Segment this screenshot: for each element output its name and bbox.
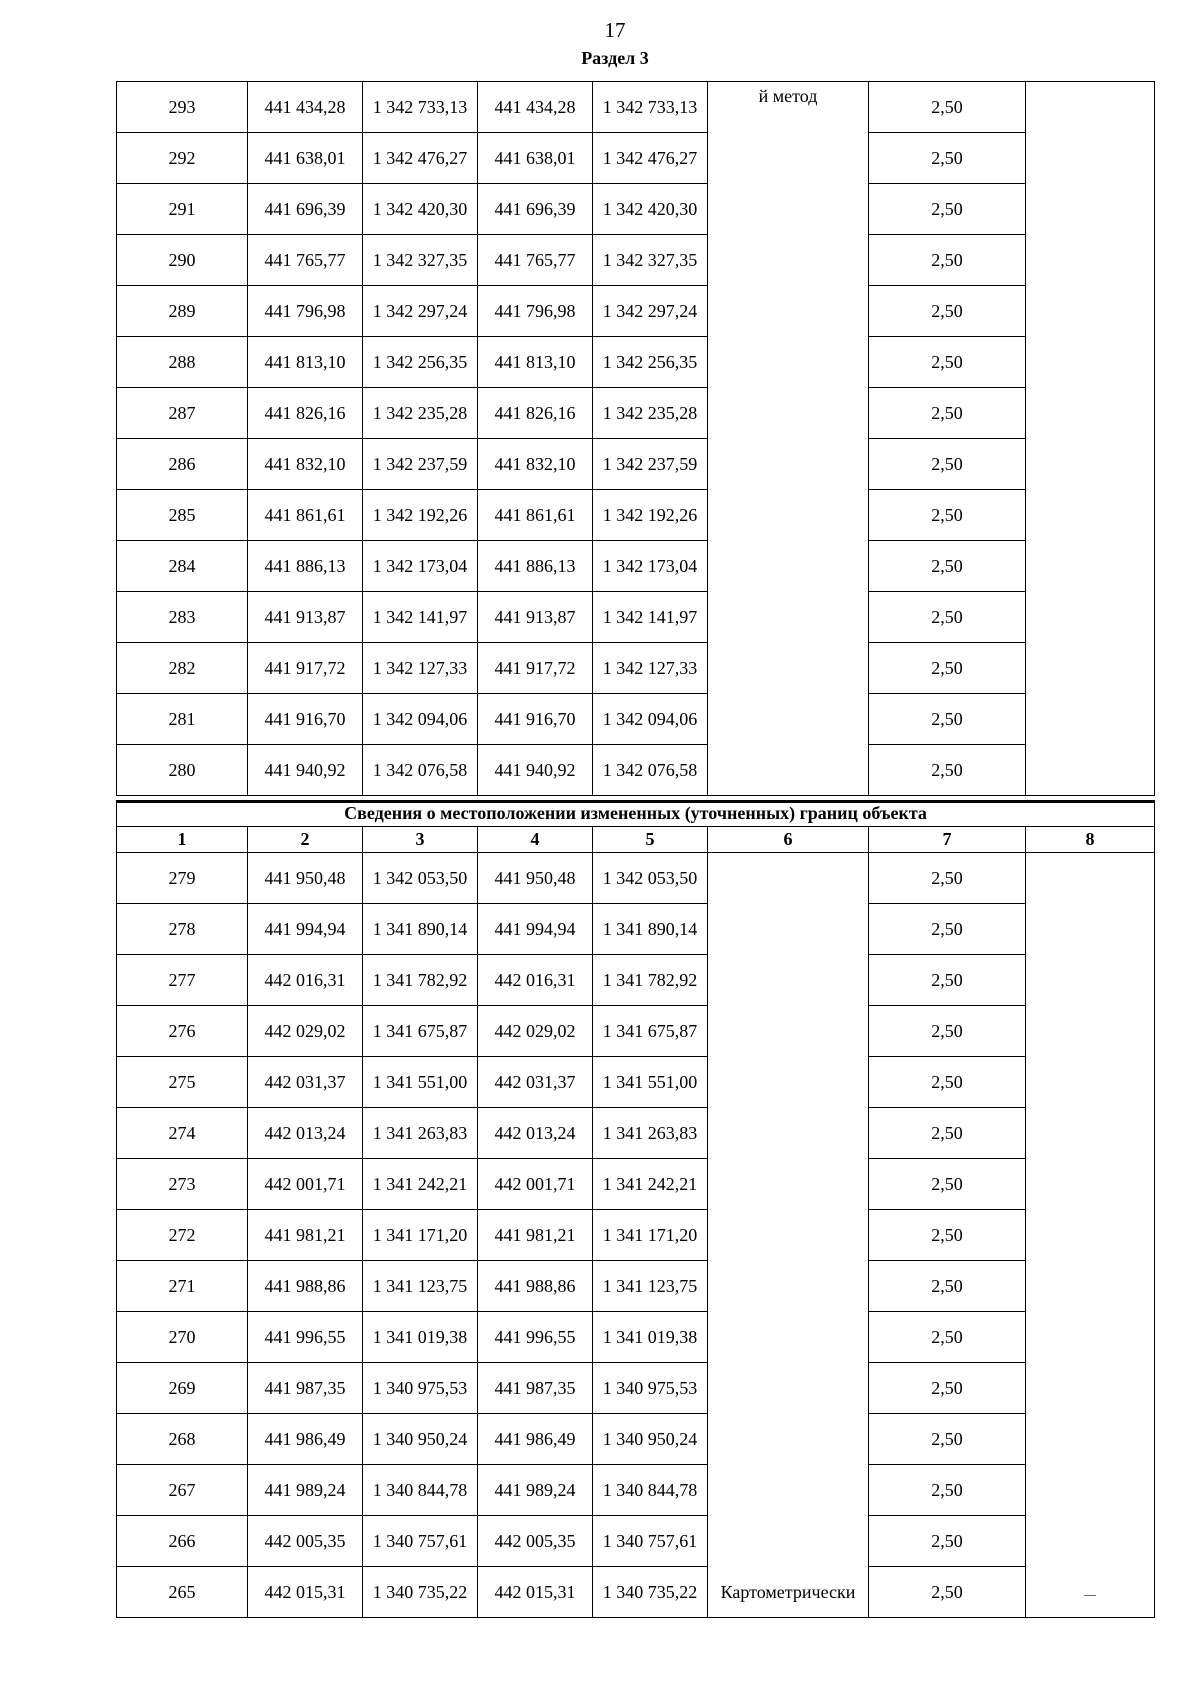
table-cell: 1 342 076,58 xyxy=(363,745,478,796)
table-cell: 280 xyxy=(117,745,248,796)
accuracy-cell: 2,50 xyxy=(869,1312,1026,1363)
table-row xyxy=(117,388,1155,439)
table-cell: 1 341 242,21 xyxy=(593,1159,708,1210)
accuracy-cell: 2,50 xyxy=(869,1210,1026,1261)
table-cell: 1 341 782,92 xyxy=(593,955,708,1006)
table-row xyxy=(117,643,1155,694)
table-cell: 267 xyxy=(117,1465,248,1516)
accuracy-cell: 2,50 xyxy=(869,643,1026,694)
table-cell: 287 xyxy=(117,388,248,439)
table-cell: 441 913,87 xyxy=(478,592,593,643)
table-cell: 268 xyxy=(117,1414,248,1465)
table-cell: 1 342 420,30 xyxy=(363,184,478,235)
column-number: 2 xyxy=(248,827,363,853)
table-cell: 1 341 782,92 xyxy=(363,955,478,1006)
table-cell: 441 826,16 xyxy=(248,388,363,439)
table-cell: 1 342 256,35 xyxy=(593,337,708,388)
table-cell: 265 xyxy=(117,1567,248,1618)
table-cell: 441 796,98 xyxy=(478,286,593,337)
table-cell: 441 916,70 xyxy=(248,694,363,745)
table-row xyxy=(117,694,1155,745)
table-cell: 1 342 127,33 xyxy=(363,643,478,694)
table-cell: 1 342 173,04 xyxy=(593,541,708,592)
table-cell: 289 xyxy=(117,286,248,337)
table-row xyxy=(117,1006,1155,1057)
table-cell: 442 031,37 xyxy=(478,1057,593,1108)
accuracy-cell: 2,50 xyxy=(869,490,1026,541)
table-cell: 276 xyxy=(117,1006,248,1057)
table-cell: 441 950,48 xyxy=(248,853,363,904)
table-cell: 442 029,02 xyxy=(248,1006,363,1057)
table-cell: 281 xyxy=(117,694,248,745)
table-cell: 441 940,92 xyxy=(248,745,363,796)
table-cell: 441 988,86 xyxy=(248,1261,363,1312)
table-cell: 441 696,39 xyxy=(248,184,363,235)
table-cell: 441 917,72 xyxy=(478,643,593,694)
table-cell: 441 950,48 xyxy=(478,853,593,904)
table-cell: 1 342 094,06 xyxy=(593,694,708,745)
table-cell: 441 826,16 xyxy=(478,388,593,439)
table-cell: 1 342 127,33 xyxy=(593,643,708,694)
table-cell: 441 987,35 xyxy=(248,1363,363,1414)
table-cell: 1 341 171,20 xyxy=(593,1210,708,1261)
table-cell: 441 638,01 xyxy=(248,133,363,184)
accuracy-cell: 2,50 xyxy=(869,592,1026,643)
table-cell: 286 xyxy=(117,439,248,490)
table-cell: 1 341 263,83 xyxy=(363,1108,478,1159)
table-cell: 441 940,92 xyxy=(478,745,593,796)
table-cell: 442 031,37 xyxy=(248,1057,363,1108)
table-cell: 1 342 297,24 xyxy=(363,286,478,337)
table-cell: 441 765,77 xyxy=(478,235,593,286)
table-body xyxy=(117,82,1155,796)
table-row xyxy=(117,82,1155,133)
table-cell: 441 989,24 xyxy=(248,1465,363,1516)
table-cell: 1 340 844,78 xyxy=(593,1465,708,1516)
table-cell: 441 994,94 xyxy=(248,904,363,955)
table-cell: 441 813,10 xyxy=(478,337,593,388)
column-number: 1 xyxy=(117,827,248,853)
table-row xyxy=(117,1261,1155,1312)
accuracy-cell: 2,50 xyxy=(869,1159,1026,1210)
table-cell: 1 342 420,30 xyxy=(593,184,708,235)
table-cell: 1 342 141,97 xyxy=(363,592,478,643)
column-number: 4 xyxy=(478,827,593,853)
table-cell: 285 xyxy=(117,490,248,541)
table-cell: 1 341 551,00 xyxy=(593,1057,708,1108)
table-cell: 1 342 733,13 xyxy=(363,82,478,133)
table-cell: 441 986,49 xyxy=(478,1414,593,1465)
table-cell: 278 xyxy=(117,904,248,955)
table-cell: 1 342 235,28 xyxy=(593,388,708,439)
table-cell: 277 xyxy=(117,955,248,1006)
column-number: 8 xyxy=(1026,827,1155,853)
table-cell: 1 342 237,59 xyxy=(363,439,478,490)
table-cell: 1 341 890,14 xyxy=(363,904,478,955)
table-cell: 283 xyxy=(117,592,248,643)
table-cell: 442 013,24 xyxy=(478,1108,593,1159)
table-cell: 271 xyxy=(117,1261,248,1312)
table-cell: 1 342 733,13 xyxy=(593,82,708,133)
column-number: 7 xyxy=(869,827,1026,853)
table-cell: 442 005,35 xyxy=(478,1516,593,1567)
table-body xyxy=(117,801,1155,1618)
accuracy-cell: 2,50 xyxy=(869,904,1026,955)
table-cell: 1 340 950,24 xyxy=(593,1414,708,1465)
table-cell: 441 987,35 xyxy=(478,1363,593,1414)
table-cell: 272 xyxy=(117,1210,248,1261)
table-cell: 441 981,21 xyxy=(248,1210,363,1261)
table-row xyxy=(117,439,1155,490)
table-cell: 1 342 327,35 xyxy=(593,235,708,286)
table-cell: 1 341 890,14 xyxy=(593,904,708,955)
table-cell: 1 342 173,04 xyxy=(363,541,478,592)
table-cell: 291 xyxy=(117,184,248,235)
table-row xyxy=(117,1363,1155,1414)
table-cell: 441 696,39 xyxy=(478,184,593,235)
table-cell: 442 005,35 xyxy=(248,1516,363,1567)
table-cell: 1 340 844,78 xyxy=(363,1465,478,1516)
table-cell: 1 342 192,26 xyxy=(363,490,478,541)
table-cell: 1 342 192,26 xyxy=(593,490,708,541)
table-cell: 1 341 675,87 xyxy=(363,1006,478,1057)
accuracy-cell: 2,50 xyxy=(869,1567,1026,1618)
table-cell: 441 994,94 xyxy=(478,904,593,955)
coordinates-table-continued xyxy=(116,81,1155,796)
table-cell: 441 796,98 xyxy=(248,286,363,337)
table-row xyxy=(117,541,1155,592)
table-cell: 292 xyxy=(117,133,248,184)
table-cell: 1 341 123,75 xyxy=(593,1261,708,1312)
accuracy-cell: 2,50 xyxy=(869,1414,1026,1465)
column-number: 3 xyxy=(363,827,478,853)
table-cell: 441 434,28 xyxy=(248,82,363,133)
table-cell: 1 342 053,50 xyxy=(593,853,708,904)
table-cell: 290 xyxy=(117,235,248,286)
table-cell: 441 996,55 xyxy=(248,1312,363,1363)
table-cell: 441 813,10 xyxy=(248,337,363,388)
table-row xyxy=(117,1516,1155,1567)
column-number: 6 xyxy=(708,827,869,853)
table-cell: 275 xyxy=(117,1057,248,1108)
accuracy-cell: 2,50 xyxy=(869,286,1026,337)
column-number: 5 xyxy=(593,827,708,853)
table-cell: 1 340 950,24 xyxy=(363,1414,478,1465)
table-cell: 1 342 476,27 xyxy=(363,133,478,184)
table-cell: 441 916,70 xyxy=(478,694,593,745)
table-cell: 1 342 476,27 xyxy=(593,133,708,184)
changed-boundaries-table xyxy=(116,800,1155,1618)
table-row xyxy=(117,1465,1155,1516)
table-row xyxy=(117,1210,1155,1261)
section-title: Раздел 3 xyxy=(581,48,649,68)
table-cell: 442 016,31 xyxy=(478,955,593,1006)
table-cell: 1 341 019,38 xyxy=(593,1312,708,1363)
table-cell: 1 341 171,20 xyxy=(363,1210,478,1261)
table-cell: 1 341 675,87 xyxy=(593,1006,708,1057)
table-cell: 288 xyxy=(117,337,248,388)
table-cell: 442 015,31 xyxy=(478,1567,593,1618)
table-cell: 441 913,87 xyxy=(248,592,363,643)
method-cell: й метод xyxy=(708,82,869,796)
table-cell: 441 861,61 xyxy=(478,490,593,541)
notes-cell xyxy=(1026,853,1155,1618)
table-cell: 1 341 242,21 xyxy=(363,1159,478,1210)
accuracy-cell: 2,50 xyxy=(869,853,1026,904)
method-cell: Картометрически xyxy=(708,853,869,1618)
accuracy-cell: 2,50 xyxy=(869,133,1026,184)
table-cell: 441 989,24 xyxy=(478,1465,593,1516)
table-cell: 1 342 141,97 xyxy=(593,592,708,643)
table-row xyxy=(117,490,1155,541)
table-cell: 442 001,71 xyxy=(248,1159,363,1210)
table-cell: 441 832,10 xyxy=(248,439,363,490)
table-cell: 442 029,02 xyxy=(478,1006,593,1057)
table-cell: 441 917,72 xyxy=(248,643,363,694)
table-row xyxy=(117,337,1155,388)
table-row xyxy=(117,184,1155,235)
table-cell: 1 342 076,58 xyxy=(593,745,708,796)
table-row xyxy=(117,904,1155,955)
table-cell: 1 340 757,61 xyxy=(363,1516,478,1567)
table-cell: 1 340 735,22 xyxy=(363,1567,478,1618)
table-cell: 441 832,10 xyxy=(478,439,593,490)
table-cell: 442 015,31 xyxy=(248,1567,363,1618)
table-cell: 442 001,71 xyxy=(478,1159,593,1210)
table-cell: 441 886,13 xyxy=(248,541,363,592)
accuracy-cell: 2,50 xyxy=(869,1261,1026,1312)
accuracy-cell: 2,50 xyxy=(869,1108,1026,1159)
table-row xyxy=(117,592,1155,643)
table-cell: 441 861,61 xyxy=(248,490,363,541)
table-cell: 269 xyxy=(117,1363,248,1414)
table-cell: 284 xyxy=(117,541,248,592)
table-cell: 1 342 327,35 xyxy=(363,235,478,286)
table-cell: 1 342 235,28 xyxy=(363,388,478,439)
table-cell: 441 638,01 xyxy=(478,133,593,184)
page-number: 17 xyxy=(604,18,626,42)
column-number-row xyxy=(117,827,1155,853)
accuracy-cell: 2,50 xyxy=(869,745,1026,796)
accuracy-cell: 2,50 xyxy=(869,388,1026,439)
table-cell: 1 341 551,00 xyxy=(363,1057,478,1108)
table-heading-row xyxy=(117,801,1155,827)
table-cell: 442 016,31 xyxy=(248,955,363,1006)
accuracy-cell: 2,50 xyxy=(869,82,1026,133)
table-row xyxy=(117,853,1155,904)
table-cell: 293 xyxy=(117,82,248,133)
accuracy-cell: 2,50 xyxy=(869,1465,1026,1516)
table-cell: 1 340 975,53 xyxy=(593,1363,708,1414)
notes-cell xyxy=(1026,82,1155,796)
accuracy-cell: 2,50 xyxy=(869,694,1026,745)
accuracy-cell: 2,50 xyxy=(869,1006,1026,1057)
table-cell: 1 341 019,38 xyxy=(363,1312,478,1363)
table-cell: 441 765,77 xyxy=(248,235,363,286)
accuracy-cell: 2,50 xyxy=(869,955,1026,1006)
table-row xyxy=(117,1312,1155,1363)
table-cell: 441 981,21 xyxy=(478,1210,593,1261)
table-cell: 279 xyxy=(117,853,248,904)
accuracy-cell: 2,50 xyxy=(869,184,1026,235)
table-cell: 266 xyxy=(117,1516,248,1567)
table-cell: 274 xyxy=(117,1108,248,1159)
accuracy-cell: 2,50 xyxy=(869,1363,1026,1414)
table-row xyxy=(117,1414,1155,1465)
table-cell: 1 341 263,83 xyxy=(593,1108,708,1159)
table-cell: 1 341 123,75 xyxy=(363,1261,478,1312)
table-cell: 1 342 297,24 xyxy=(593,286,708,337)
table-cell: 1 340 735,22 xyxy=(593,1567,708,1618)
table-cell: 441 988,86 xyxy=(478,1261,593,1312)
table-row xyxy=(117,745,1155,796)
table-row xyxy=(117,1108,1155,1159)
dash-mark: — xyxy=(1084,1587,1097,1601)
table-cell: 441 434,28 xyxy=(478,82,593,133)
table-row xyxy=(117,1159,1155,1210)
table-cell: 1 340 975,53 xyxy=(363,1363,478,1414)
accuracy-cell: 2,50 xyxy=(869,541,1026,592)
table-cell: 270 xyxy=(117,1312,248,1363)
accuracy-cell: 2,50 xyxy=(869,1516,1026,1567)
accuracy-cell: 2,50 xyxy=(869,1057,1026,1108)
accuracy-cell: 2,50 xyxy=(869,337,1026,388)
accuracy-cell: 2,50 xyxy=(869,439,1026,490)
table-row xyxy=(117,1567,1155,1618)
table-cell: 441 986,49 xyxy=(248,1414,363,1465)
table-cell: 273 xyxy=(117,1159,248,1210)
table-heading: Сведения о местоположении измененных (уточненных) границ объекта xyxy=(117,801,1155,827)
accuracy-cell: 2,50 xyxy=(869,235,1026,286)
table-cell: 1 342 094,06 xyxy=(363,694,478,745)
table-cell: 442 013,24 xyxy=(248,1108,363,1159)
table-cell: 282 xyxy=(117,643,248,694)
table-row xyxy=(117,955,1155,1006)
table-row xyxy=(117,286,1155,337)
table-row xyxy=(117,1057,1155,1108)
table-cell: 1 342 237,59 xyxy=(593,439,708,490)
table-cell: 1 342 053,50 xyxy=(363,853,478,904)
table-cell: 1 340 757,61 xyxy=(593,1516,708,1567)
table-row xyxy=(117,235,1155,286)
table-cell: 441 886,13 xyxy=(478,541,593,592)
table-cell: 1 342 256,35 xyxy=(363,337,478,388)
table-row xyxy=(117,133,1155,184)
table-cell: 441 996,55 xyxy=(478,1312,593,1363)
